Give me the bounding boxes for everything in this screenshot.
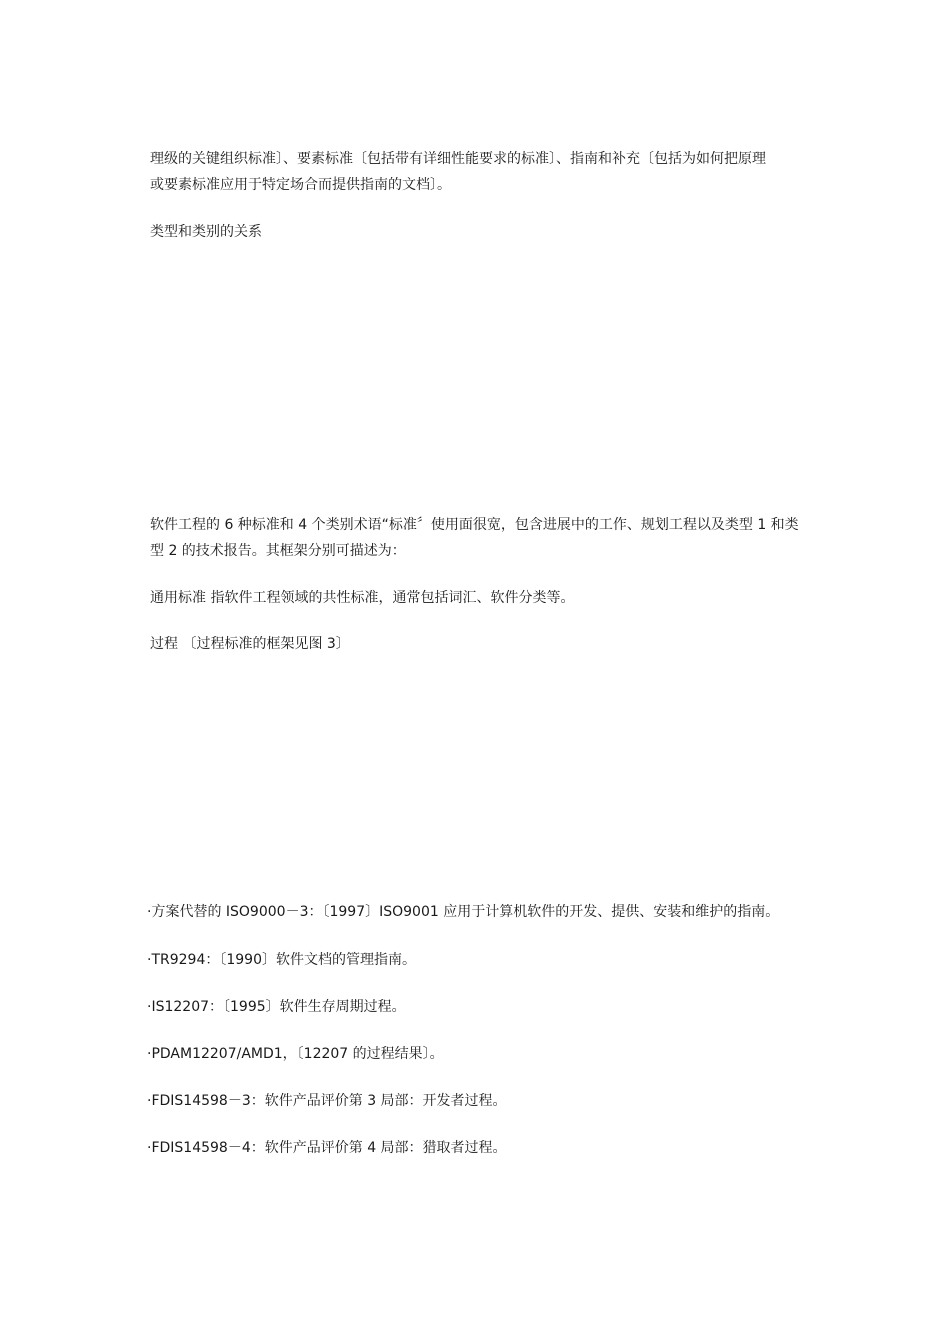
paragraph-text-line: 软件工程的 6 种标准和 4 个类别术语“标准〞使用面很宽，包含进展中的工作、规划工程以及类型 1 和类 <box>150 517 799 533</box>
paragraph-text-line: 型 2 的技术报告。其框架分别可描述为： <box>150 543 406 559</box>
list-item: ·FDIS14598－3：软件产品评价第 3 局部：开发者过程。 <box>147 1093 507 1109</box>
paragraph-text: 通用标准 指软件工程领域的共性标准，通常包括词汇、软件分类等。 <box>150 590 575 606</box>
list-item: ·FDIS14598－4：软件产品评价第 4 局部：猎取者过程。 <box>147 1140 507 1156</box>
list-item: ·PDAM12207/AMD1，〔12207 的过程结果〕。 <box>147 1046 444 1062</box>
section-heading: 过程 〔过程标准的框架见图 3〕 <box>150 636 350 652</box>
section-heading: 类型和类别的关系 <box>150 224 262 240</box>
list-item: ·TR9294：〔1990〕软件文档的管理指南。 <box>147 952 416 968</box>
paragraph-text-line: 或要素标准应用于特定场合而提供指南的文档〕。 <box>150 177 451 193</box>
list-item: ·IS12207：〔1995〕软件生存周期过程。 <box>147 999 406 1015</box>
paragraph-text-line: 理级的关键组织标准〕、要素标准〔包括带有详细性能要求的标准〕、指南和补充〔包括为如何把原理 <box>150 151 766 167</box>
list-item: ·方案代替的 ISO9000－3：〔1997〕ISO9001 应用于计算机软件的开发、提供、安装和维护的指南。 <box>147 904 780 920</box>
